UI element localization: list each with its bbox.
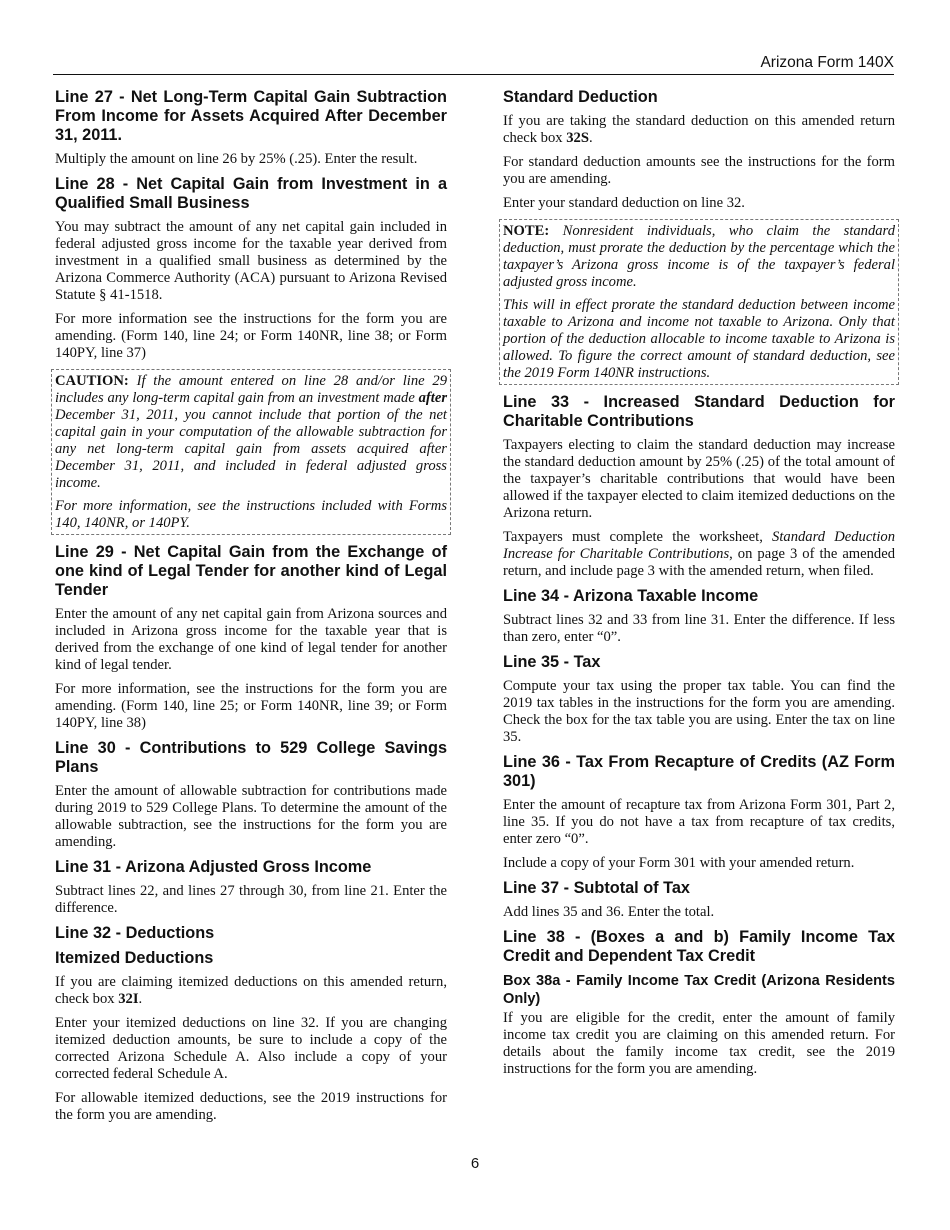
line-32-text-2: Enter your itemized deductions on line 32. If you are changing itemized deduction amounts, be sure to include a copy of the corrected Arizona Schedule A. Also include a copy of your corrected federal Schedule A. [55,1015,447,1082]
note-label: NOTE: [503,223,550,239]
standard-deduction-heading: Standard Deduction [503,88,658,106]
note-text: NOTE: Nonresident individuals, who claim the standard deduction, must prorate the deduction by the percentage which the taxpayer’s Arizona gross income is of the taxpayer’s federal adjusted gross income. [503,223,895,290]
line-30-heading: Line 30 - Contributions to 529 College Savings Plans [55,739,447,776]
line-29-text-2: For more information, see the instructions for the form you are amending. (Form 140, line 25; or Form 140NR, line 39; or Form 140PY, line 38) [55,681,447,731]
line-30-text: Enter the amount of allowable subtraction for contributions made during 2019 to 529 College Plans. To determine the amount of the allowable subtraction, see the instructions for the form you are amending. [55,783,447,850]
line-37-heading: Line 37 - Subtotal of Tax [503,879,690,897]
line-35-text: Compute your tax using the proper tax table. You can find the 2019 tax tables in the instructions for the form you are amending. Check the box for the tax table you are using. Enter the tax on line 35. [503,678,895,745]
box-38a-heading: Box 38a - Family Income Tax Credit (Arizona Residents Only) [503,973,895,1007]
line-32-text-3: For allowable itemized deductions, see the 2019 instructions for the form you are amending. [55,1090,447,1123]
page-number: 6 [470,1155,480,1172]
line-29-heading: Line 29 - Net Capital Gain from the Exchange of one kind of Legal Tender for another kind of Legal Tender [55,543,447,599]
worksheet-title: Standard Deduction Increase for Charitable Contributions [503,529,896,562]
line-28-heading: Line 28 - Net Capital Gain from Investment in a Qualified Small Business [55,175,447,212]
line-35-heading: Line 35 - Tax [503,653,601,671]
line-36-text-2: Include a copy of your Form 301 with your amended return. [503,855,855,871]
std-text-3: Enter your standard deduction on line 32. [503,195,745,211]
line-33-heading: Line 33 - Increased Standard Deduction for Charitable Contributions [503,393,895,430]
line-27-text: Multiply the amount on line 26 by 25% (.25). Enter the result. [55,151,418,167]
line-34-text: Subtract lines 32 and 33 from line 31. Enter the difference. If less than zero, enter “0”. [503,612,895,645]
left-column [55,88,447,1131]
line-33-text-1: Taxpayers electing to claim the standard deduction may increase the standard deduction amount by 25% (.25) of the total amount of the taxpayer’s charitable contributions that would have been allowed if the taxpayer elected to claim itemized deductions on the Arizona return. [503,437,895,521]
line-32-heading: Line 32 - Deductions [55,924,215,942]
line-36-heading: Line 36 - Tax From Recapture of Credits (AZ Form 301) [503,753,895,790]
line-34-heading: Line 34 - Arizona Taxable Income [503,587,759,605]
box-32i: 32I [118,991,139,1007]
itemized-deductions-heading: Itemized Deductions [55,949,214,967]
right-column [503,88,895,1085]
line-38-heading: Line 38 - (Boxes a and b) Family Income Tax Credit and Dependent Tax Credit [503,928,895,965]
line-31-heading: Line 31 - Arizona Adjusted Gross Income [55,858,372,876]
std-text-2: For standard deduction amounts see the instructions for the form you are amending. [503,154,895,187]
line-27-heading: Line 27 - Net Long-Term Capital Gain Subtraction From Income for Assets Acquired After December 31, 2011. [55,88,447,144]
caution-after: after [418,390,447,406]
caution-more: For more information, see the instructions included with Forms 140, 140NR, or 140PY. [55,498,447,531]
note-more: This will in effect prorate the standard deduction between income taxable to Arizona and income not taxable to Arizona. Only that portion of the deduction allocable to income taxable to Arizona is allowed. To figure the correct amount of standard deduction, see the 2019 Form 140NR instructions. [503,297,895,381]
line-29-text-1: Enter the amount of any net capital gain from Arizona sources and included in Arizona gross income for the taxable year that is derived from the exchange of one kind of legal tender for another kind of legal tender. [55,606,447,673]
header-rule [53,74,894,75]
line-31-text: Subtract lines 22, and lines 27 through 30, from line 21. Enter the difference. [55,883,447,916]
line-28-text-2: For more information see the instructions for the form you are amending. (Form 140, line 24; or Form 140NR, line 38; or Form 140PY, line 37) [55,311,447,361]
line-38-text: If you are eligible for the credit, enter the amount of family income tax credit you are claiming on this amended return. For details about the family income tax credit, see the 2019 instructions for the form you are amending. [503,1010,895,1077]
std-text-1: If you are taking the standard deduction on this amended return check box 32S. [503,113,895,146]
line-32-text-1: If you are claiming itemized deductions on this amended return, check box 32I. [55,974,447,1007]
caution-box [51,369,451,535]
box-32s: 32S [566,130,589,146]
line-28-text-1: You may subtract the amount of any net capital gain included in federal adjusted gross income for the taxable year derived from investment in a qualified small business as determined by the Arizona Commerce Authority (ACA) pursuant to Arizona Revised Statute § 41-1518. [55,219,447,303]
line-37-text: Add lines 35 and 36. Enter the total. [503,904,715,920]
caution-label: CAUTION: [55,373,129,389]
note-box [499,219,899,385]
line-36-text-1: Enter the amount of recapture tax from Arizona Form 301, Part 2, line 35. If you do not have a tax from recapture of tax credits, enter zero “0”. [503,797,895,847]
caution-text: CAUTION: If the amount entered on line 28 and/or line 29 includes any long-term capital gain from an investment made after December 31, 2011, you cannot include that portion of the net capital gain in your computation of the allowable subtraction for any net long-term capital gain from assets acquired after December 31, 2011, and included in federal adjusted gross income. [55,373,447,491]
line-33-text-2: Taxpayers must complete the worksheet, Standard Deduction Increase for Charitable Contributions, on page 3 of the amended return, and include page 3 with the amended return, when filed. [503,529,896,579]
form-header: Arizona Form 140X [760,54,894,71]
